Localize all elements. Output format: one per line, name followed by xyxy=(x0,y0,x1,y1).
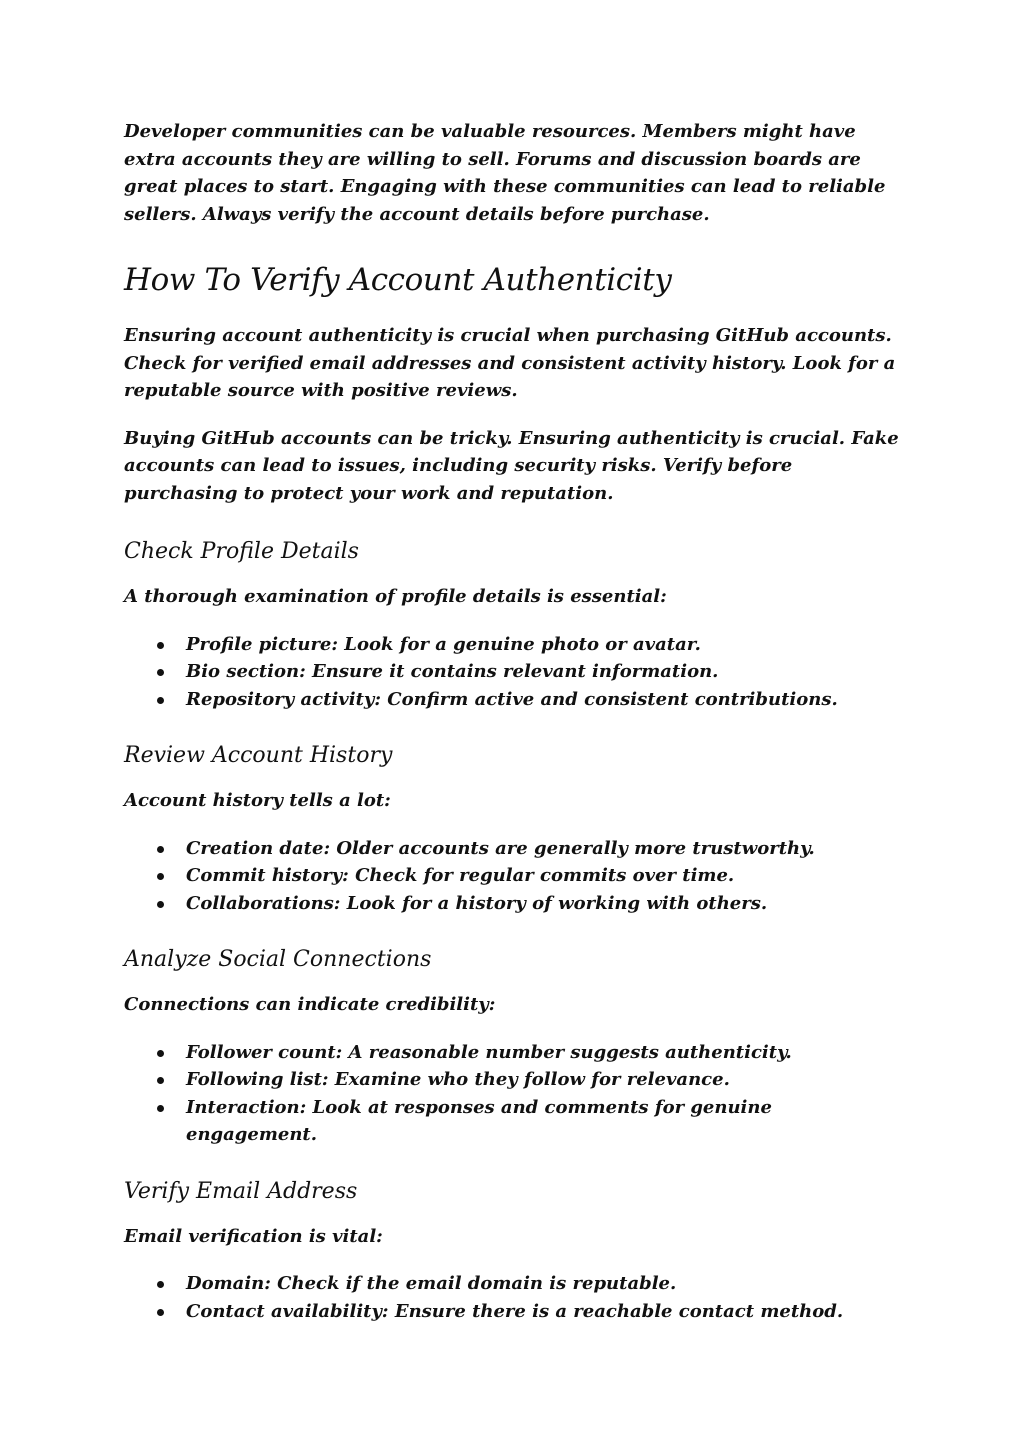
bullet-icon xyxy=(157,873,164,880)
document-page xyxy=(124,118,904,1353)
bullet-list xyxy=(124,631,904,714)
bullet-icon xyxy=(157,901,164,908)
page-title: How To Verify Account Authenticity xyxy=(124,262,672,298)
body-paragraph: Ensuring account authenticity is crucial when purchasing GitHub accounts. Check for verified email addresses and consistent activity history. Look for a reputable source with positive reviews. xyxy=(124,325,896,401)
bullet-icon xyxy=(157,1077,164,1084)
list-item xyxy=(124,686,904,714)
section-check-profile-details xyxy=(124,537,904,713)
section-heading: Review Account History xyxy=(124,743,393,768)
section-heading: Analyze Social Connections xyxy=(124,947,432,972)
list-item xyxy=(124,890,904,918)
bullet-list xyxy=(124,835,904,918)
bullet-icon xyxy=(157,846,164,853)
list-item xyxy=(124,1298,904,1326)
list-item-text: Contact availability: Ensure there is a reachable contact method. xyxy=(186,1300,844,1322)
bullet-icon xyxy=(157,642,164,649)
list-item xyxy=(124,1066,904,1094)
bullet-icon xyxy=(157,697,164,704)
section-lead: Email verification is vital: xyxy=(124,1225,383,1247)
list-item xyxy=(124,1039,904,1067)
section-review-account-history xyxy=(124,741,904,917)
section-heading: Verify Email Address xyxy=(124,1178,358,1204)
section-verify-email-address xyxy=(124,1177,904,1326)
list-item-text: Repository activity: Confirm active and consistent contributions. xyxy=(186,688,838,710)
list-item xyxy=(124,631,904,659)
list-item-text: Creation date: Older accounts are generally more trustworthy. xyxy=(186,837,815,859)
bullet-icon xyxy=(157,669,164,676)
list-item-text: Collaborations: Look for a history of working with others. xyxy=(186,892,768,914)
list-item xyxy=(124,1270,904,1298)
list-item-text: Commit history: Check for regular commits over time. xyxy=(186,865,735,886)
list-item-text: Interaction: Look at responses and comments for genuine engagement. xyxy=(186,1096,772,1145)
list-item-text: Follower count: A reasonable number suggests authenticity. xyxy=(186,1041,792,1063)
bullet-icon xyxy=(157,1309,164,1316)
list-item-text: Following list: Examine who they follow for relevance. xyxy=(186,1069,730,1090)
intro-paragraph: Developer communities can be valuable resources. Members might have extra accounts they are willing to sell. Forums and discussion boards are great places to start. Engaging with these communities can lead to reliable sellers. Always verify the account details before purchase. xyxy=(124,121,886,225)
bullet-icon xyxy=(157,1281,164,1288)
body-paragraph: Buying GitHub accounts can be tricky. Ensuring authenticity is crucial. Fake accounts can lead to issues, including security risks. Verify before purchasing to protect your work and reputation. xyxy=(124,427,899,504)
section-lead: Connections can indicate credibility: xyxy=(124,994,496,1015)
bullet-list xyxy=(124,1039,904,1149)
section-lead: A thorough examination of profile details is essential: xyxy=(124,586,667,607)
bullet-icon xyxy=(157,1050,164,1057)
list-item xyxy=(124,1094,904,1149)
list-item-text: Bio section: Ensure it contains relevant information. xyxy=(186,661,719,682)
section-lead: Account history tells a lot: xyxy=(124,790,391,811)
section-heading: Check Profile Details xyxy=(124,539,359,564)
list-item xyxy=(124,835,904,863)
list-item-text: Profile picture: Look for a genuine photo or avatar. xyxy=(186,633,701,655)
list-item-text: Domain: Check if the email domain is reputable. xyxy=(186,1273,677,1294)
list-item xyxy=(124,658,904,686)
bullet-list xyxy=(124,1270,904,1325)
list-item xyxy=(124,862,904,890)
section-analyze-social-connections xyxy=(124,945,904,1149)
bullet-icon xyxy=(157,1105,164,1112)
